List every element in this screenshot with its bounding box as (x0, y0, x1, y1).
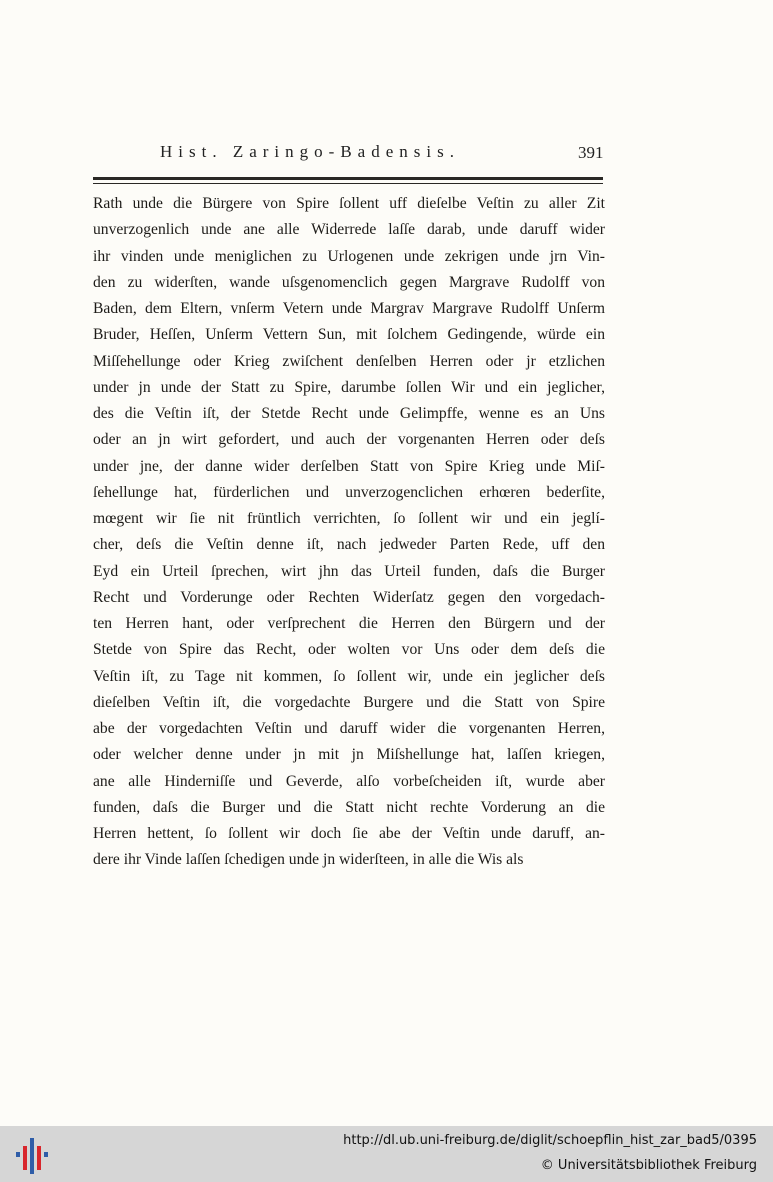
text-line: abe der vorgedachten Veſtin und daruff wider die vorgenanten Herren, (93, 720, 605, 737)
text-line: Stetde von Spire das Recht, oder wolten vor Uns oder dem deſs die (93, 641, 605, 659)
library-logo-icon (12, 1136, 52, 1176)
text-line: mœgent wir ſie nit früntlich verrichten, ſo ſollent wir und ein jeglí- (93, 510, 605, 527)
text-line: Veſtin iſt, zu Tage nit kommen, ſo ſollent wir, unde ein jeglicher deſs (93, 667, 605, 685)
text-line: ſehellunge hat, fürderlichen und unverzogenclichen erhœren bederſite, (93, 483, 605, 501)
text-line: ihr vinden unde meniglichen zu Urlogenen unde zekrigen unde jrn Vin- (93, 247, 605, 265)
text-line: Bruder, Heſſen, Unſerm Vettern Sun, mit ſolchem Gedingende, würde ein (93, 326, 605, 344)
text-line: under jn unde der Statt zu Spire, darumbe ſollen Wir und ein jeglicher, (93, 378, 605, 396)
header-rule-thick (93, 177, 603, 180)
text-line: Recht und Vorderunge oder Rechten Widerſatz gegen den vorgedach- (93, 588, 605, 606)
header-rule-thin (93, 183, 603, 184)
text-line: unverzogenlich unde ane alle Widerrede laſſe darab, unde daruff wider (93, 221, 605, 239)
text-line: ten Herren hant, oder verſprechent die Herren den Bürgern und der (93, 615, 605, 632)
body-text (93, 191, 605, 874)
text-line: under jne, der danne wider derſelben Statt von Spire Krieg unde Miſ- (93, 457, 605, 475)
text-line: Herren hettent, ſo ſollent wir doch ſie abe der Veſtin unde daruff, an- (93, 825, 605, 842)
text-line: funden, daſs die Burger und die Statt nicht rechte Vorderung an die (93, 798, 605, 816)
text-line: Miſſehellunge oder Krieg zwiſchent denſelben Herren oder jr etzlichen (93, 352, 605, 370)
running-title: Hist. Zaringo-Badensis. (160, 142, 460, 161)
text-line: dere ihr Vinde laſſen ſchedigen unde jn widerſteen, in alle die Wis als (93, 851, 524, 869)
text-line: Eyd ein Urteil ſprechen, wirt jhn das Urteil funden, daſs die Burger (93, 562, 605, 580)
text-line: dieſelben Veſtin iſt, die vorgedachte Burgere und die Statt von Spire (93, 693, 605, 711)
text-line: ane alle Hinderniſſe und Geverde, alſo vorbeſcheiden iſt, wurde aber (93, 772, 605, 790)
text-line: Baden, dem Eltern, vnſerm Vetern unde Margrav Margrave Rudolff Unſerm (93, 300, 605, 317)
text-line: cher, deſs die Veſtin denne iſt, nach jedweder Parten Rede, uff den (93, 536, 605, 554)
text-line: oder an jn wirt gefordert, und auch der vorgenanten Herren oder deſs (93, 431, 605, 449)
text-line: den zu widerſten, wande uſsgenomenclich gegen Margrave Rudolff von (93, 273, 605, 291)
text-line: oder welcher denne under jn mit jn Miſshellunge hat, laſſen kriegen, (93, 746, 605, 764)
page-number: 391 (578, 143, 604, 162)
text-line: Rath unde die Bürgere von Spire ſollent uff dieſelbe Veſtin zu aller Zit (93, 195, 605, 212)
text-line: des die Veſtin iſt, der Stetde Recht unde Gelimpffe, wenne es an Uns (93, 405, 605, 422)
copyright-notice: © Universitätsbibliothek Freiburg (540, 1158, 757, 1173)
source-url-link[interactable]: http://dl.ub.uni-freiburg.de/diglit/schoepflin_hist_zar_bad5/0395 (343, 1133, 757, 1148)
